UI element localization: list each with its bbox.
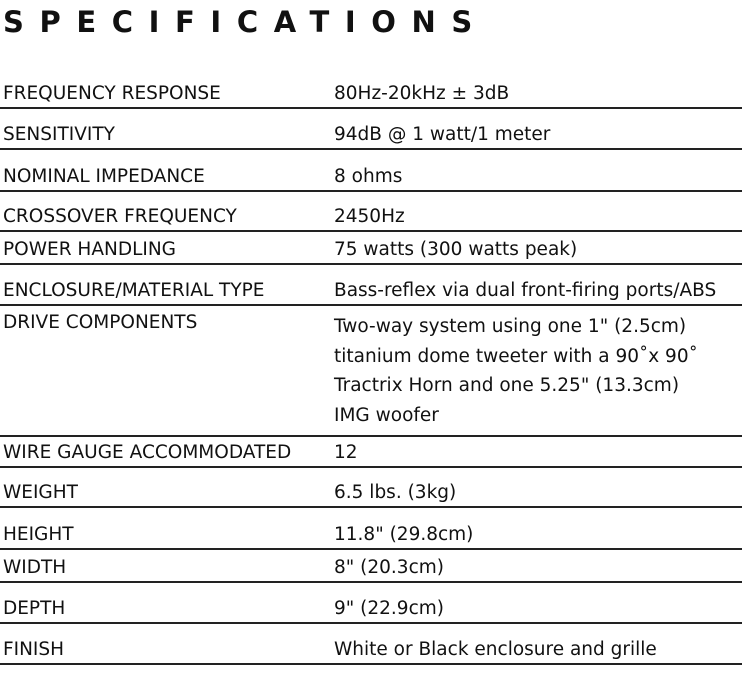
spec-row-height — [0, 508, 742, 550]
spec-label: HEIGHT — [3, 524, 74, 545]
spec-value-line: Two-way system using one 1" (2.5cm) — [334, 316, 687, 337]
spec-row-sensitivity — [0, 109, 742, 150]
spec-row-weight — [0, 468, 742, 508]
spec-label: FINISH — [3, 639, 65, 660]
spec-value: 9" (22.9cm) — [334, 598, 444, 619]
spec-value: White or Black enclosure and grille — [334, 639, 657, 660]
spec-label: ENCLOSURE/MATERIAL TYPE — [3, 280, 265, 301]
spec-value: 80Hz-20kHz ± 3dB — [334, 83, 510, 104]
spec-label: FREQUENCY RESPONSE — [3, 83, 221, 104]
spec-row-wire-gauge — [0, 437, 742, 468]
spec-label: DEPTH — [3, 598, 66, 619]
spec-value-multiline — [334, 312, 698, 430]
spec-row-frequency-response — [0, 74, 742, 109]
spec-label: DRIVE COMPONENTS — [3, 312, 198, 333]
spec-label: WEIGHT — [3, 482, 78, 503]
spec-label: POWER HANDLING — [3, 239, 177, 260]
spec-value-line: IMG woofer — [334, 404, 439, 426]
spec-value: Bass-reflex via dual front-firing ports/ABS — [334, 280, 717, 301]
spec-value: 94dB @ 1 watt/1 meter — [334, 124, 551, 145]
spec-value: 2450Hz — [334, 206, 405, 227]
spec-row-width — [0, 550, 742, 583]
page-title: SPECIFICATIONS — [3, 5, 488, 39]
spec-label: NOMINAL IMPEDANCE — [3, 166, 205, 187]
spec-label: SENSITIVITY — [3, 124, 115, 145]
spec-value: 12 — [334, 442, 358, 463]
spec-label: CROSSOVER FREQUENCY — [3, 206, 237, 227]
spec-value-line: Tractrix Horn and one 5.25" (13.3cm) — [334, 375, 680, 397]
spec-value: 75 watts (300 watts peak) — [334, 239, 578, 260]
spec-row-power-handling — [0, 232, 742, 265]
spec-value: 8 ohms — [334, 166, 403, 187]
spec-row-enclosure-material-type — [0, 265, 742, 306]
spec-value: 11.8" (29.8cm) — [334, 524, 474, 545]
spec-row-drive-components — [0, 306, 742, 437]
spec-row-finish — [0, 624, 742, 665]
spec-value-line: titanium dome tweeter with a 90˚x 90˚ — [334, 345, 698, 367]
spec-row-nominal-impedance — [0, 150, 742, 192]
spec-label: WIRE GAUGE ACCOMMODATED — [3, 442, 292, 463]
spec-row-depth — [0, 583, 742, 624]
spec-value: 6.5 lbs. (3kg) — [334, 482, 457, 503]
spec-value: 8" (20.3cm) — [334, 557, 444, 578]
spec-row-crossover-frequency — [0, 192, 742, 232]
spec-label: WIDTH — [3, 557, 67, 578]
